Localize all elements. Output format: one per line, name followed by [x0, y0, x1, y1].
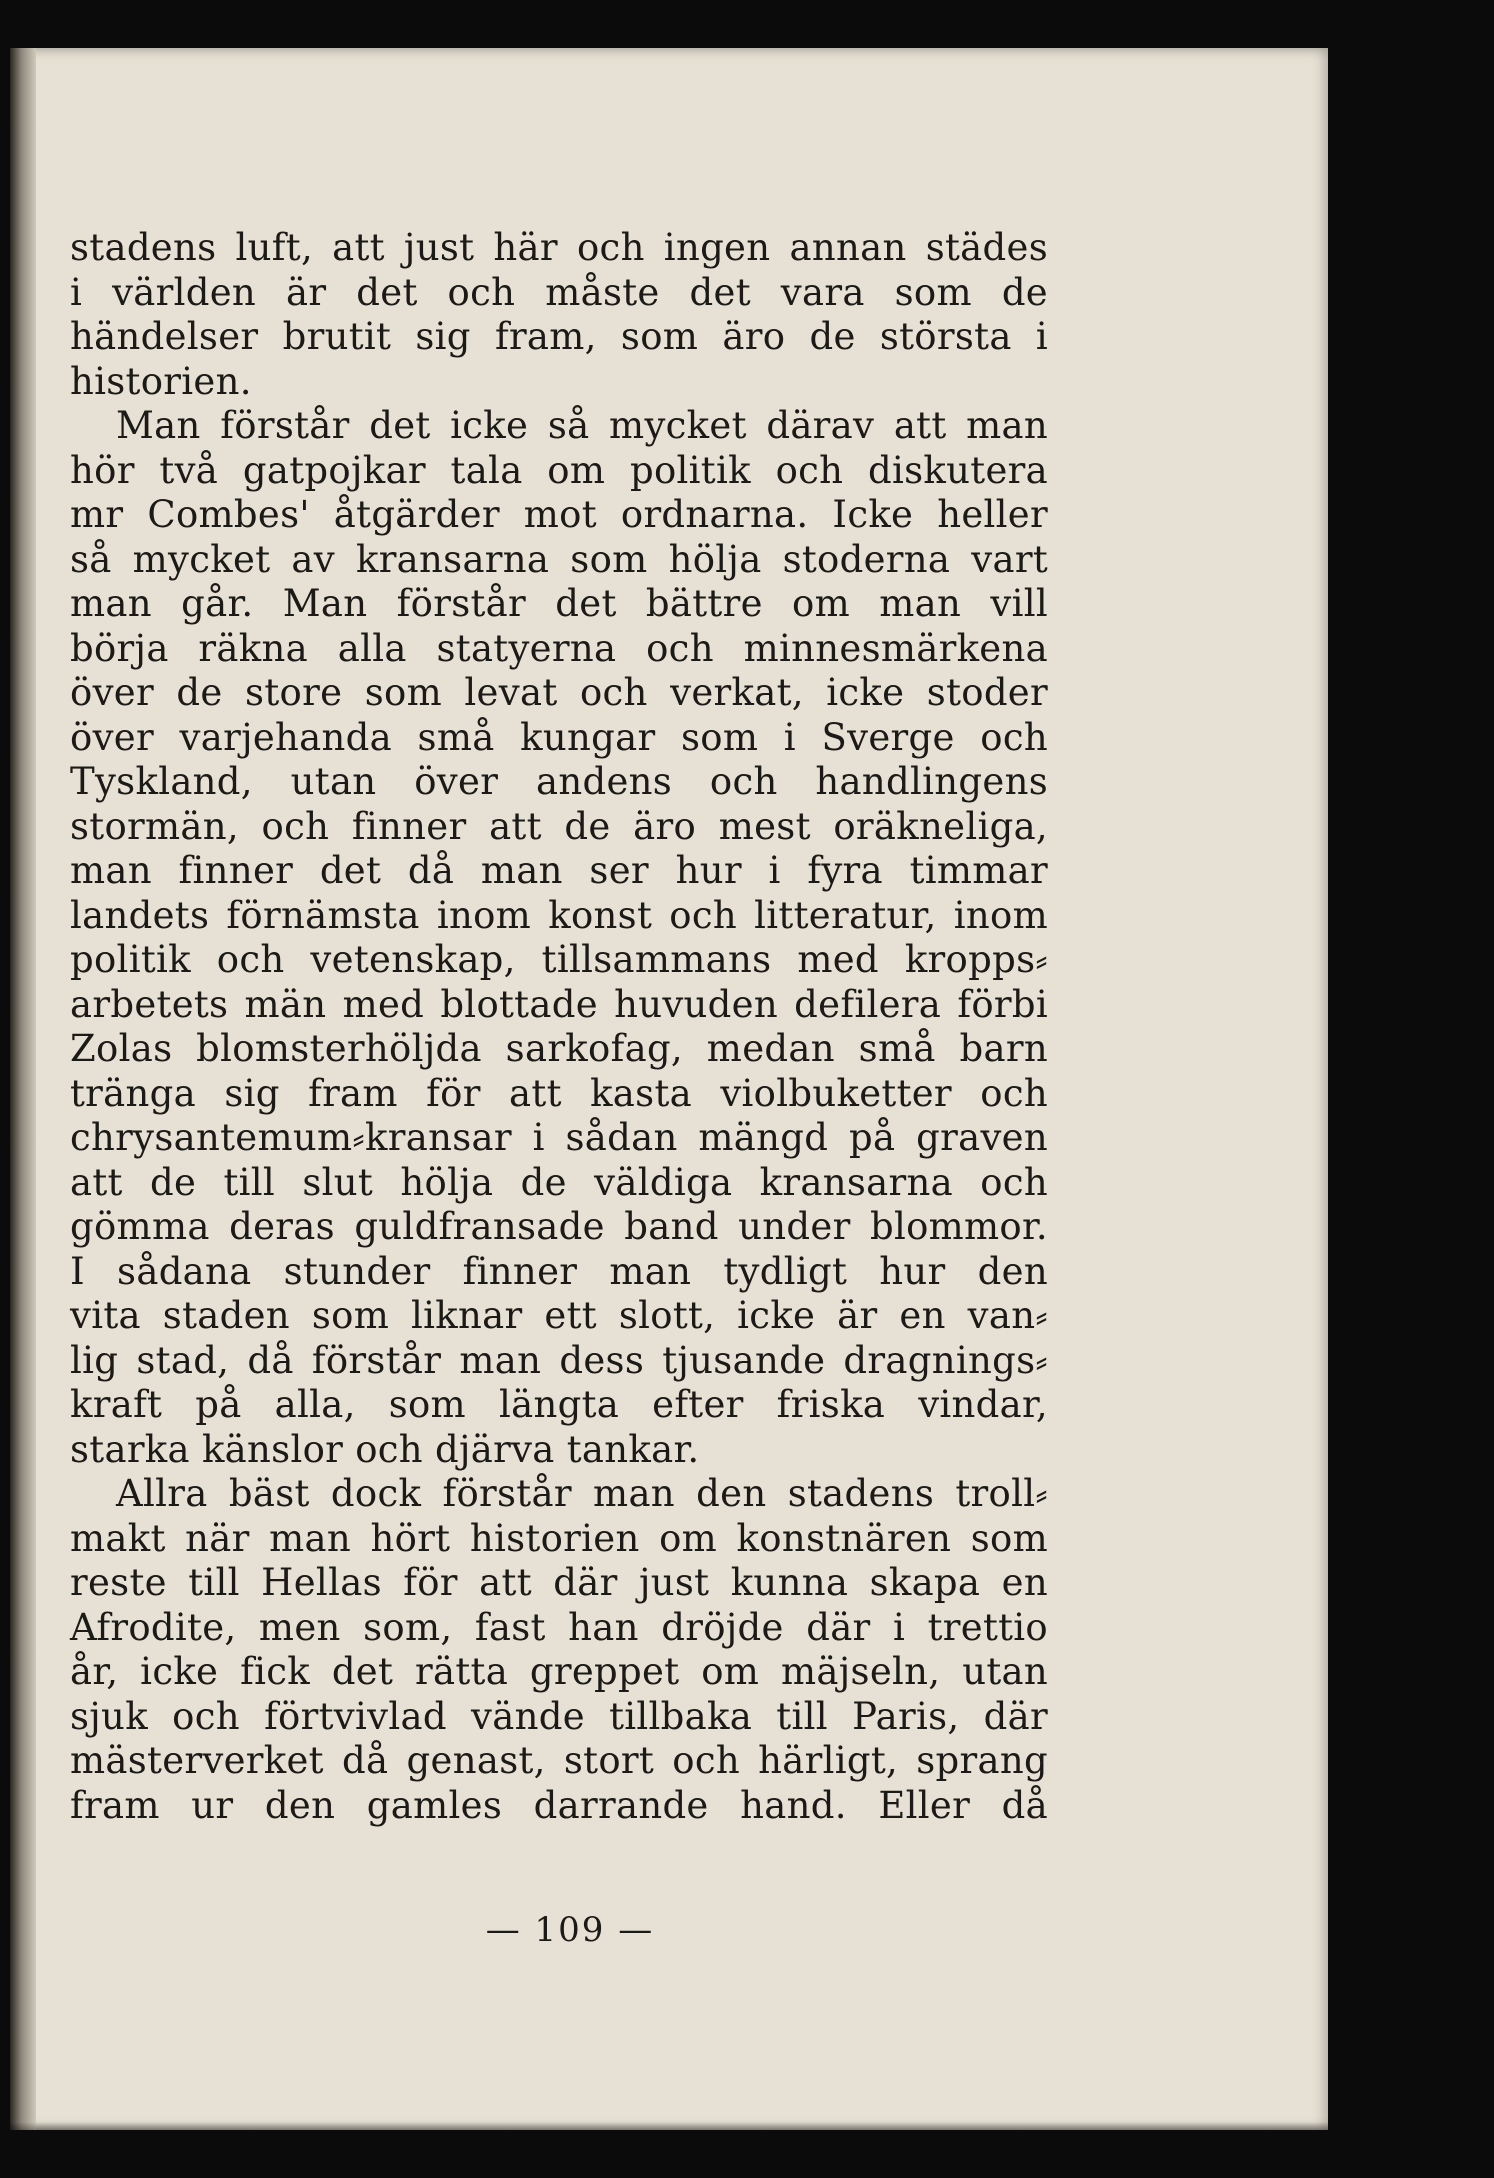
- text-line: vita staden som liknar ett slott, icke är en van⸗: [70, 1294, 1048, 1337]
- page-gutter-shadow: [10, 48, 36, 2130]
- text-line: tränga sig fram för att kasta violbuketter och: [70, 1071, 1048, 1115]
- text-line: börja räkna alla statyerna och minnesmärkena: [70, 626, 1048, 670]
- page-bottom-shadow: [10, 2122, 1328, 2130]
- text-line: historien.: [70, 359, 252, 403]
- text-line: gömma deras guldfransade band under blommor.: [70, 1205, 1048, 1248]
- text-line: I sådana stunder finner man tydligt hur den: [70, 1249, 1048, 1293]
- text-line: man finner det då man ser hur i fyra timmar: [70, 849, 1048, 892]
- text-line: stormän, och finner att de äro mest oräkneliga,: [70, 804, 1048, 848]
- text-line: år, icke fick det rätta greppet om mäjseln, utan: [70, 1650, 1048, 1693]
- book-page: [10, 48, 1328, 2130]
- text-line: sjuk och förtvivlad vände tillbaka till Paris, där: [70, 1694, 1048, 1738]
- text-line: politik och vetenskap, tillsammans med kropps⸗: [70, 938, 1048, 981]
- text-line: lig stad, då förstår man dess tjusande dragnings⸗: [70, 1338, 1048, 1382]
- page-number: — 109 —: [485, 1910, 655, 1950]
- text-line: över varjehanda små kungar som i Sverge och: [70, 715, 1048, 759]
- text-line: över de store som levat och verkat, icke stoder: [70, 671, 1048, 714]
- text-line: fram ur den gamles darrande hand. Eller då: [70, 1783, 1048, 1827]
- text-line: händelser brutit sig fram, som äro de största i: [70, 315, 1048, 358]
- text-line: makt när man hört historien om konstnären som: [70, 1516, 1048, 1560]
- text-line: landets förnämsta inom konst och litteratur, inom: [70, 893, 1048, 937]
- text-line: starka känslor och djärva tankar.: [70, 1427, 700, 1471]
- text-line: så mycket av kransarna som hölja stoderna vart: [70, 537, 1048, 581]
- text-line: Zolas blomsterhöljda sarkofag, medan små barn: [70, 1027, 1048, 1070]
- text-line: Afrodite, men som, fast han dröjde där i trettio: [70, 1605, 1048, 1649]
- text-line: Man förstår det icke så mycket därav att man: [116, 404, 1048, 447]
- body-text: [70, 226, 1048, 1828]
- text-line: Allra bäst dock förstår man den stadens troll⸗: [116, 1472, 1048, 1515]
- text-line: reste till Hellas för att där just kunna skapa en: [70, 1561, 1048, 1604]
- text-line: hör två gatpojkar tala om politik och diskutera: [70, 448, 1048, 492]
- text-line: kraft på alla, som längta efter friska vindar,: [70, 1383, 1048, 1426]
- text-line: man går. Man förstår det bättre om man vill: [70, 582, 1048, 625]
- text-line: arbetets män med blottade huvuden defilera förbi: [70, 982, 1048, 1026]
- text-line: stadens luft, att just här och ingen annan städes: [70, 226, 1048, 269]
- text-line: mästerverket då genast, stort och härligt, sprang: [70, 1739, 1048, 1782]
- text-line: chrysantemum⸗kransar i sådan mängd på graven: [70, 1116, 1048, 1159]
- text-line: Tyskland, utan över andens och handlingens: [70, 760, 1048, 803]
- text-line: att de till slut hölja de väldiga kransarna och: [70, 1160, 1048, 1204]
- text-line: mr Combes' åtgärder mot ordnarna. Icke heller: [70, 493, 1048, 536]
- text-line: i världen är det och måste det vara som de: [70, 270, 1048, 314]
